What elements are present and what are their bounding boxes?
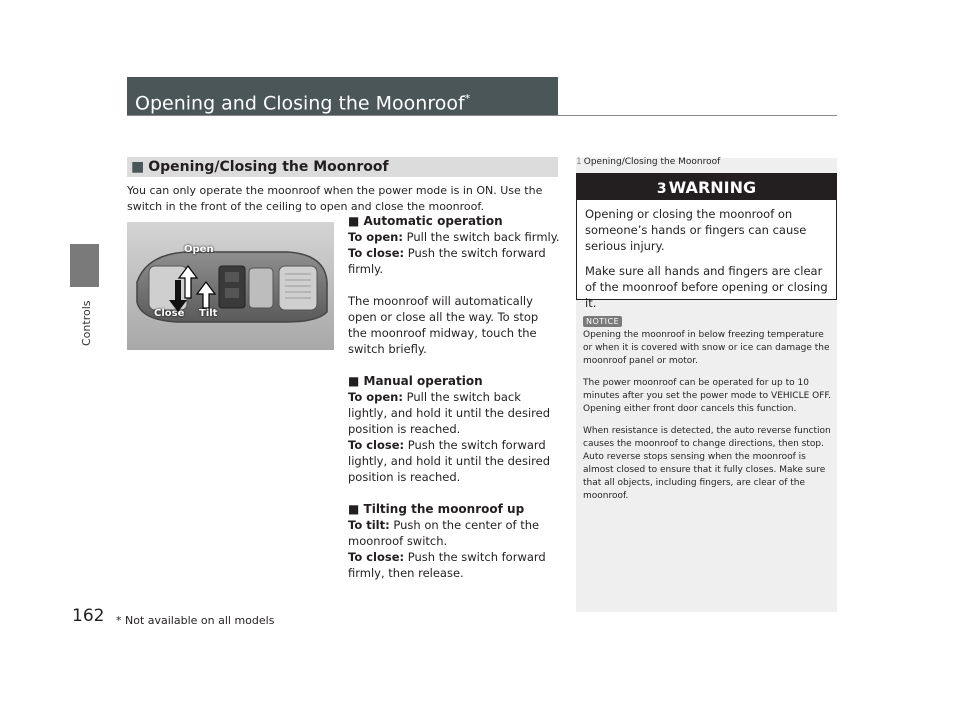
title-divider [127, 115, 837, 116]
tilt-heading: ■ Tilting the moonroof up [348, 502, 525, 516]
warning-triangle-icon: 3 [656, 181, 667, 197]
section-heading-text: Opening/Closing the Moonroof [148, 159, 389, 175]
side-notes-text [583, 329, 833, 512]
section-tab [70, 244, 99, 287]
intro-paragraph: You can only operate the moonroof when the power mode is in ON. Use the switch in the front of the ceiling to open and close the moonroof. [127, 184, 543, 213]
manual-open: To open: Pull the switch back lightly, and hold it until the desired position is reached. [348, 390, 550, 436]
note-item: When resistance is detected, the auto reverse function causes the moonroof to change directions, then stop. Auto reverse stops sensing when the moonroof is almost closed to ensure that it fully closes. Make sure that all objects, including fingers, are clear of the moonroof. [583, 426, 831, 501]
manual-heading: ■ Manual operation [348, 374, 483, 388]
warning-text-1: Opening or closing the moonroof on someone’s hands or fingers can cause serious injury. [585, 207, 807, 253]
automatic-open: To open: Pull the switch back firmly. [348, 230, 560, 244]
warning-body [577, 200, 836, 311]
warning-text-2: Make sure all hands and fingers are clear of the moonroof before opening or closing it. [585, 264, 828, 310]
switch-illustration [127, 222, 334, 350]
manual-close: To close: Push the switch forward lightly, and hold it until the desired position is reached. [348, 438, 550, 484]
instructions-column [348, 213, 560, 581]
section-marker: ■ [131, 159, 145, 175]
open-label: Open [184, 244, 214, 255]
page-title [127, 77, 558, 115]
tilt-label: Tilt [199, 308, 218, 319]
reference-icon: 1 [576, 157, 582, 167]
page-number: 162 [72, 606, 105, 626]
notice-badge: NOTICE [583, 316, 622, 327]
page-title-text: Opening and Closing the Moonroof [135, 92, 465, 115]
availability-mark: * [464, 92, 471, 105]
automatic-heading: ■ Automatic operation [348, 214, 503, 228]
side-notes-heading: 1 Opening/Closing the Moonroof [576, 157, 721, 167]
footnote: * Not available on all models [116, 614, 275, 627]
note-item: The power moonroof can be operated for up to 10 minutes after you set the power mode to VEHICLE OFF. Opening either front door cancels this function. [583, 378, 832, 414]
warning-header: 3 WARNING [577, 174, 836, 200]
automatic-close: To close: Push the switch forward firmly. [348, 246, 546, 276]
warning-box [576, 173, 837, 310]
tilt-instruction: To tilt: Push on the center of the moonroof switch. [348, 518, 540, 548]
moonroof-switch-photo [127, 222, 334, 350]
section-heading [127, 157, 558, 177]
tilt-close: To close: Push the switch forward firmly, then release. [348, 550, 546, 580]
sidebar-label: Controls [80, 300, 93, 346]
automatic-note: The moonroof will automatically open or close all the way. To stop the moonroof midway, touch the switch briefly. [348, 294, 539, 356]
close-label: Close [154, 308, 185, 319]
note-item: Opening the moonroof in below freezing temperature or when it is covered with snow or ice can damage the moonroof panel or motor. [583, 330, 830, 366]
